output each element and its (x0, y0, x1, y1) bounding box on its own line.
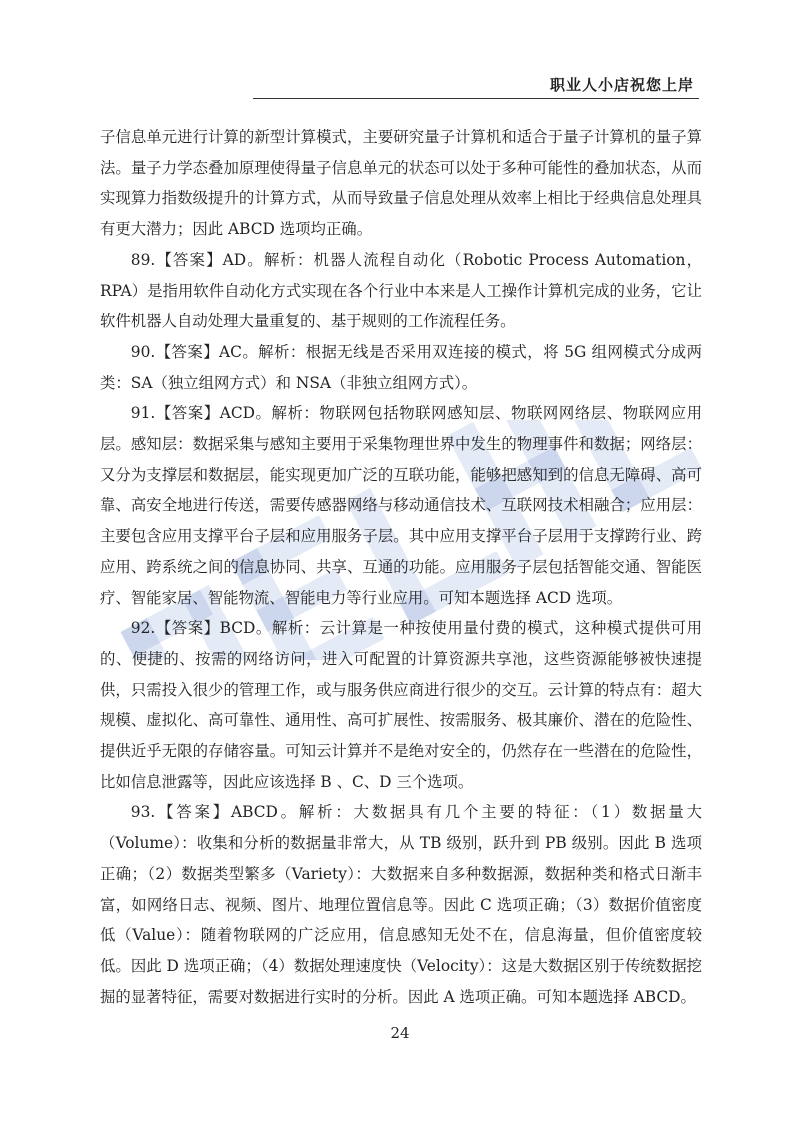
header-divider (253, 98, 699, 99)
paragraph-continuation: 子信息单元进行计算的新型计算模式，主要研究量子计算机和适合于量子计算机的量子算法。量子力学态叠加原理使得量子信息单元的状态可以处于多种可能性的叠加状态，从而实现算力指数级提升的计算方式，从而导致量子信息处理从效率上相比于经典信息处理具有更大潜力；因此 ABCD 选项均正确。 (100, 128, 702, 239)
paragraph-q93: 93.【答案】ABCD。解析：大数据具有几个主要的特征：（1）数据量大（Volume）：收集和分析的数据量非常大，从 TB 级别，跃升到 PB 级别。因此 B 选项正确；（2）数据类型繁多（Variety）：大数据来自多种数据源，数据种类和格式日渐丰富，如网络日志、视频、图片、地理位置信息等。因此 C 选项正确；（3）数据价值密度低（Value）：随着物联网的广泛应用，信息感知无处不在，信息海量，但价值密度较低。因此 D 选项正确；（4）数据处理速度快（Velocity）：这是大数据区别于传统数据挖掘的显著特征，需要对数据进行实时的分析。因此 A 选项正确。可知本题选择 ABCD。 (100, 803, 702, 1006)
header-title: 职业人小店祝您上岸 (549, 76, 694, 94)
paragraph-q90: 90.【答案】AC。解析：根据无线是否采用双连接的模式，将 5G 组网模式分成两类：SA（独立组网方式）和 NSA（非独立组网方式）。 (100, 342, 702, 392)
document-body (100, 122, 702, 1012)
page-number: 24 (390, 1024, 410, 1042)
paragraph-q91: 91.【答案】ACD。解析：物联网包括物联网感知层、物联网网络层、物联网应用层。感知层：数据采集与感知主要用于采集物理世界中发生的物理事件和数据；网络层：又分为支撑层和数据层，能实现更加广泛的互联功能，能够把感知到的信息无障碍、高可靠、高安全地进行传送，需要传感器网络与移动通信技术、互联网技术相融合；应用层：主要包含应用支撑平台子层和应用服务子层。其中应用支撑平台子层用于支撑跨行业、跨应用、跨系统之间的信息协同、共享、互通的功能。应用服务子层包括智能交通、智能医疗、智能家居、智能物流、智能电力等行业应用。可知本题选择 ACD 选项。 (100, 404, 702, 607)
paragraph-q92: 92.【答案】BCD。解析：云计算是一种按使用量付费的模式，这种模式提供可用的、便捷的、按需的网络访问，进入可配置的计算资源共享池，这些资源能够被快速提供，只需投入很少的管理工作，或与服务供应商进行很少的交互。云计算的特点有：超大规模、虚拟化、高可靠性、通用性、高可扩展性、按需服务、极其廉价、潜在的危险性、提供近乎无限的存储容量。可知云计算并不是绝对安全的，仍然存在一些潜在的危险性，比如信息泄露等，因此应该选择 B 、C、D 三个选项。 (100, 619, 702, 791)
paragraph-q89: 89.【答案】AD。解析：机器人流程自动化（Robotic Process Automation，RPA）是指用软件自动化方式实现在各个行业中本来是人工操作计算机完成的业务，它让软件机器人自动处理大量重复的、基于规则的工作流程任务。 (100, 250, 702, 331)
